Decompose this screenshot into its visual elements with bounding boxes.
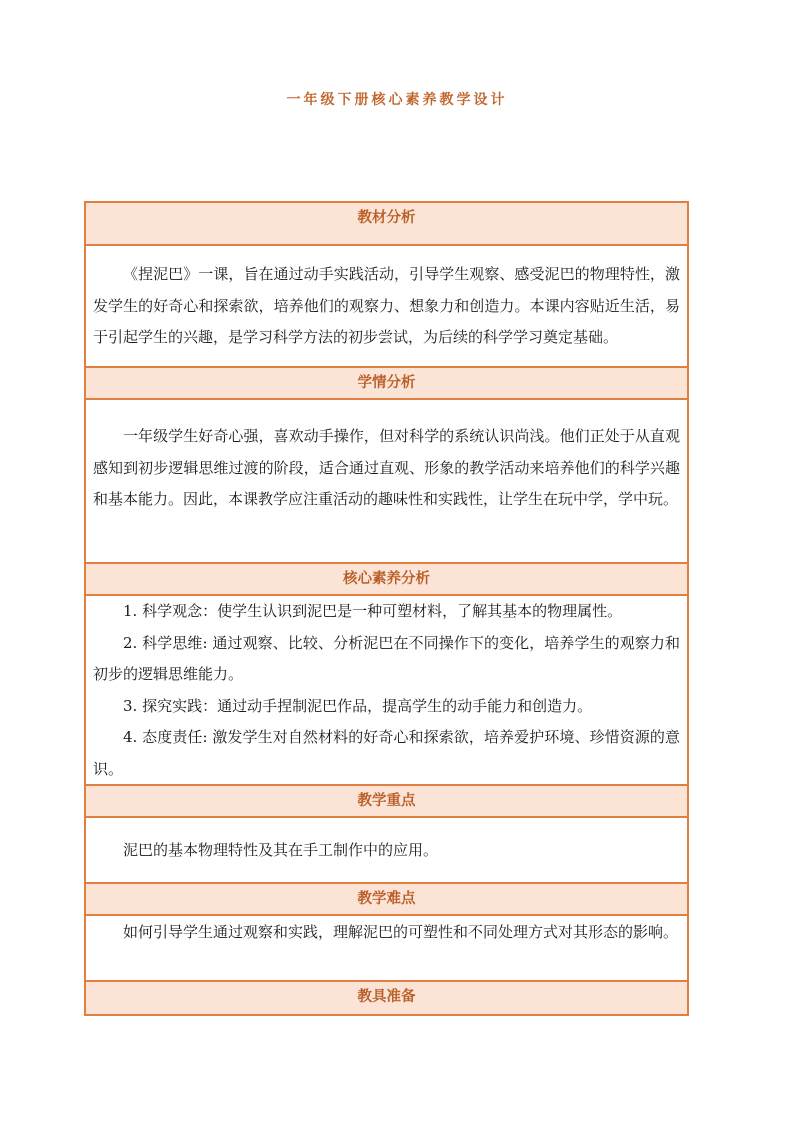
paragraph: 《捏泥巴》一课，旨在通过动手实践活动，引导学生观察、感受泥巴的物理特性，激发学生的好奇心和探索欲，培养他们的观察力、想象力和创造力。本课内容贴近生活，易于引起学生的兴趣，是学习科学方法的初步尝试，为后续的科学学习奠定基础。	[93, 265, 680, 346]
section-body-textbook-analysis	[86, 246, 687, 368]
section-body-core-literacy	[86, 596, 687, 786]
paragraph: 如何引导学生通过观察和实践，理解泥巴的可塑性和不同处理方式对其形态的影响。	[123, 923, 679, 941]
section-heading-textbook-analysis: 教材分析	[86, 203, 687, 246]
section-heading-student-analysis: 学情分析	[86, 368, 687, 400]
section-heading-core-literacy: 核心素养分析	[86, 564, 687, 596]
list-item: 2. 科学思维: 通过观察、比较、分析泥巴在不同操作下的变化，培养学生的观察力和初步的逻辑思维能力。	[93, 633, 680, 683]
section-body-student-analysis	[86, 400, 687, 564]
section-body-difficulties	[86, 916, 687, 982]
list-item: 4. 态度责任: 激发学生对自然材料的好奇心和探索欲，培养爱护环境、珍惜资源的意识。	[93, 728, 680, 778]
list-item: 3. 探究实践：通过动手捏制泥巴作品，提高学生的动手能力和创造力。	[123, 696, 593, 715]
list-item: 1. 科学观念：使学生认识到泥巴是一种可塑材料，了解其基本的物理属性。	[123, 602, 623, 620]
section-body-key-points	[86, 818, 687, 884]
document-title: 一年级下册核心素养教学设计	[286, 92, 508, 108]
section-heading-difficulties: 教学难点	[86, 884, 687, 916]
paragraph: 一年级学生好奇心强，喜欢动手操作，但对科学的系统认识尚浅。他们正处于从直观感知到初步逻辑思维过渡的阶段，适合通过直观、形象的教学活动来培养他们的科学兴趣和基本能力。因此，本课教学应注重活动的趣味性和实践性，让学生在玩中学，学中玩。	[93, 427, 680, 508]
section-heading-teaching-aids: 教具准备	[86, 982, 687, 1014]
paragraph: 泥巴的基本物理特性及其在手工制作中的应用。	[123, 841, 439, 859]
section-heading-key-points: 教学重点	[86, 786, 687, 818]
lesson-plan-table	[84, 201, 689, 1016]
